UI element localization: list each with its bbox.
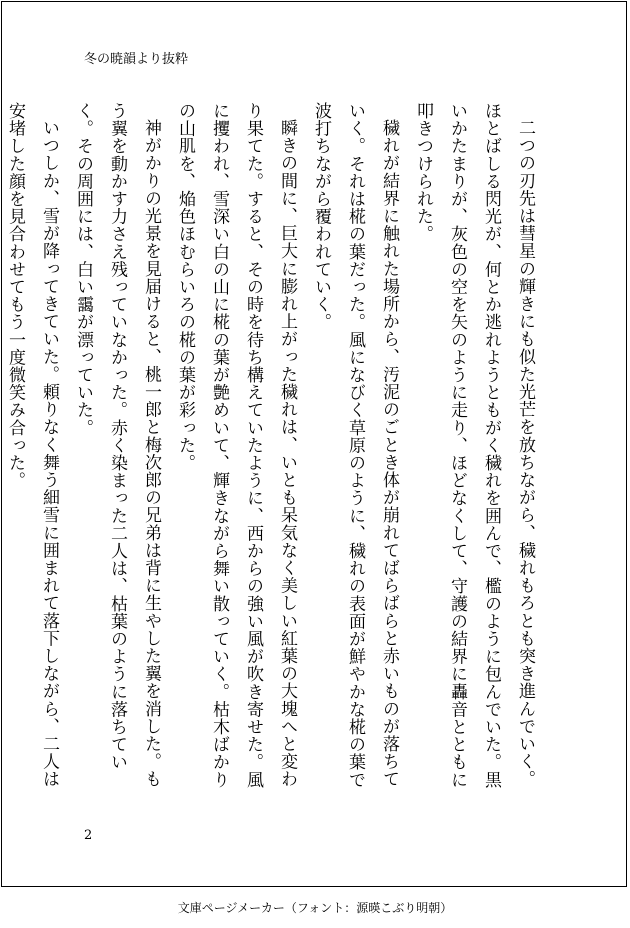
paragraph: 神がかりの光景を見届けると、桃一郎と梅次郎の兄弟は背に生やした翼を消した。もう翼を動かす力さえ残っていなかった。赤く染まった二人は、枯葉のように落ちていく。その周囲には、白い靄が漂っていた。: [73, 102, 161, 788]
footer-caption: 文庫ページメーカー（フォント：源暎こぶり明朝）: [177, 901, 453, 915]
page-frame: [1, 1, 627, 887]
paragraph: 瞬きの間に、巨大に膨れ上がった穢れは、いとも呆気なく美しい紅葉の大塊へと変わり果てた。すると、その時を待ち構えていたように、西からの強い風が吹き寄せた。風に攫われ、雪深い白の山に椛の葉が艶めいて、輝きながら舞い散っていく。枯木ばかりの山肌を、焔色ほむらいろの椛の葉が彩った。: [175, 102, 297, 789]
vertical-body-text: [5, 102, 542, 792]
chapter-title: 冬の暁韻より抜粋: [84, 52, 189, 67]
paragraph: いつしか、雪が降ってきていた。頼りなく舞う細雪に囲まれて落下しながら、二人は安堵した顔を見合わせてもう一度微笑み合った。: [5, 102, 59, 788]
paragraph: 二つの刃先は彗星の輝きにも似た光芒を放ちながら、穢れもろとも突き進んでいく。ほとばしる閃光が、何とか逃れようともがく穢れを囲んで、檻のように包んでいた。黒いかたまりが、灰色の空を矢のように走り、ほどなくして、守護の結界に轟音とともに叩きつけられた。: [413, 102, 535, 789]
paragraph: 穢れが結界に触れた場所から、汚泥のごとき体が崩れてばらばらと赤いものが落ちていく。それは椛の葉だった。風になびく草原のように、穢れの表面が鮮やかな椛の葉で波打ちながら覆われていく。: [311, 102, 399, 789]
page-number: 2: [84, 828, 93, 843]
